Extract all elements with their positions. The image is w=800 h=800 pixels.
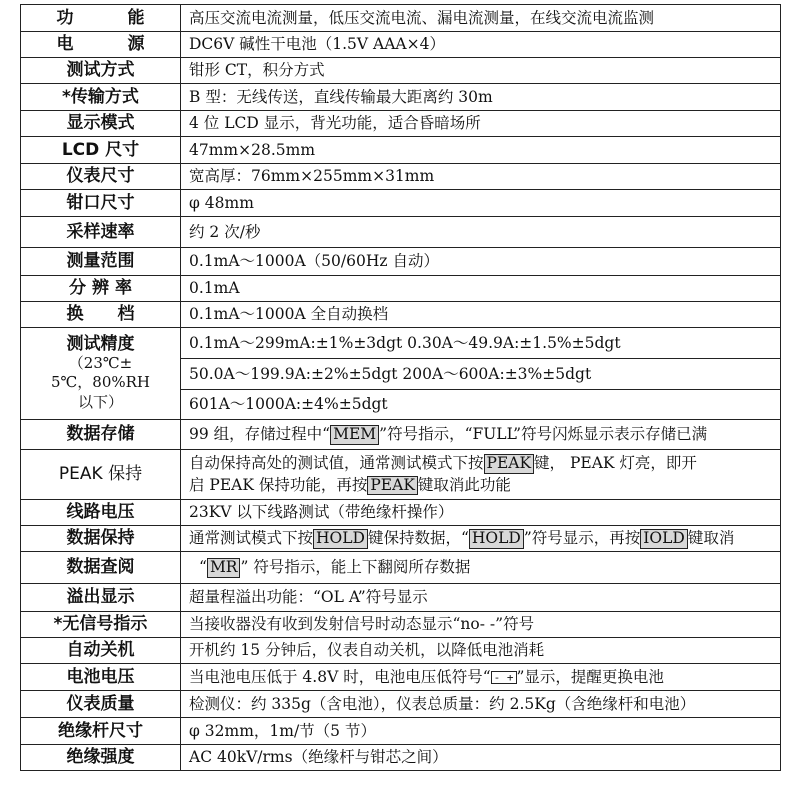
table-row bbox=[21, 58, 781, 84]
row-value: 高压交流电流测量，低压交流电流、漏电流测量，在线交流电流监测 bbox=[181, 5, 781, 32]
value-text: 键， PEAK 灯亮，即开 bbox=[534, 453, 697, 472]
row-label: *传输方式 bbox=[21, 84, 181, 111]
row-label: 分辨率 bbox=[21, 276, 181, 302]
row-value bbox=[181, 526, 781, 552]
table-row bbox=[21, 526, 781, 552]
value-text: 当电池电压低于 4.8V 时，电池电压低符号“ bbox=[189, 667, 491, 686]
battery-low-icon: - + bbox=[491, 671, 517, 684]
value-text: 自动保持高处的测试值，通常测试模式下按 bbox=[189, 453, 484, 472]
peak-key-symbol: PEAK bbox=[367, 476, 418, 496]
row-label: 自动关机 bbox=[21, 638, 181, 664]
table-row bbox=[21, 32, 781, 58]
row-value: 开机约 15 分钟后，仪表自动关机，以降低电池消耗 bbox=[181, 638, 781, 664]
row-value: AC 40kV/rms（绝缘杆与钳芯之间） bbox=[181, 745, 781, 771]
row-value: 钳形 CT，积分方式 bbox=[181, 58, 781, 84]
row-value: φ 32mm，1m/节（5 节） bbox=[181, 718, 781, 745]
value-text: ”显示，提醒更换电池 bbox=[516, 667, 664, 686]
row-label: 数据存储 bbox=[21, 420, 181, 450]
accuracy-condition: 以下） bbox=[77, 392, 123, 411]
table-row bbox=[21, 302, 781, 328]
table-row bbox=[21, 450, 781, 500]
value-text: 99 组，存储过程中“ bbox=[189, 425, 331, 444]
value-text: “ bbox=[199, 558, 207, 577]
row-label: 钳口尺寸 bbox=[21, 190, 181, 217]
accuracy-condition: 5℃，80%RH bbox=[50, 373, 151, 392]
row-label: 功 能 bbox=[21, 5, 181, 32]
table-row bbox=[21, 664, 781, 691]
value-text: 启 PEAK 保持功能，再按 bbox=[189, 475, 368, 494]
table-row bbox=[21, 137, 781, 164]
peak-key-symbol: PEAK bbox=[484, 454, 535, 474]
spec-table bbox=[20, 4, 781, 771]
table-row bbox=[21, 420, 781, 450]
value-text: 通常测试模式下按 bbox=[189, 529, 314, 548]
table-row bbox=[21, 552, 781, 584]
row-value: B 型：无线传送，直线传输最大距离约 30m bbox=[181, 84, 781, 111]
row-value: 0.1mA～1000A 全自动换档 bbox=[181, 302, 781, 328]
row-label: 线路电压 bbox=[21, 500, 181, 526]
row-value: 47mm×28.5mm bbox=[181, 137, 781, 164]
value-text: ”符号显示，再按 bbox=[523, 529, 641, 548]
mem-symbol: MEM bbox=[330, 425, 379, 445]
row-value: DC6V 碱性干电池（1.5V AAA×4） bbox=[181, 32, 781, 58]
row-label: 仪表尺寸 bbox=[21, 164, 181, 190]
mr-symbol: MR bbox=[207, 558, 241, 578]
row-value: 23KV 以下线路测试（带绝缘杆操作） bbox=[181, 500, 781, 526]
row-label: 测量范围 bbox=[21, 248, 181, 276]
row-label: 换档 bbox=[21, 302, 181, 328]
row-value: φ 48mm bbox=[181, 190, 781, 217]
row-label: 采样速率 bbox=[21, 217, 181, 248]
table-row bbox=[21, 5, 781, 32]
row-value bbox=[181, 552, 781, 584]
hold-symbol: HOLD bbox=[469, 529, 524, 549]
value-text: 键取消此功能 bbox=[417, 475, 511, 494]
row-label: 测试精度 bbox=[66, 333, 135, 354]
table-row bbox=[21, 500, 781, 526]
row-label: 绝缘强度 bbox=[21, 745, 181, 771]
row-label: 绝缘杆尺寸 bbox=[21, 718, 181, 745]
row-value bbox=[181, 450, 781, 500]
row-label: 溢出显示 bbox=[21, 584, 181, 612]
row-value: 当接收器没有收到发射信号时动态显示“no- -”符号 bbox=[181, 612, 781, 638]
table-row bbox=[21, 84, 781, 111]
hold-key-symbol: IOLD bbox=[640, 529, 688, 549]
row-label: 数据查阅 bbox=[21, 552, 181, 584]
row-label: 仪表质量 bbox=[21, 691, 181, 718]
table-row bbox=[21, 584, 781, 612]
row-value: 约 2 次/秒 bbox=[181, 217, 781, 248]
row-value: 4 位 LCD 显示，背光功能，适合昏暗场所 bbox=[181, 111, 781, 137]
row-value: 检测仪：约 335g（含电池），仪表总质量：约 2.5Kg（含绝缘杆和电池） bbox=[181, 691, 781, 718]
row-label: *无信号指示 bbox=[21, 612, 181, 638]
row-value: 超量程溢出功能：“OL A”符号显示 bbox=[181, 584, 781, 612]
row-value: 0.1mA～1000A（50/60Hz 自动） bbox=[181, 248, 781, 276]
row-label: 显示模式 bbox=[21, 111, 181, 137]
row-label: 电 源 bbox=[21, 32, 181, 58]
table-row bbox=[21, 217, 781, 248]
table-row bbox=[21, 691, 781, 718]
table-row bbox=[21, 111, 781, 137]
value-text: 键取消 bbox=[687, 529, 735, 548]
accuracy-line: 50.0A～199.9A:±2%±5dgt 200A～600A:±3%±5dgt bbox=[181, 359, 781, 390]
row-label: 数据保持 bbox=[21, 526, 181, 552]
value-text: ”符号指示，“FULL”符号闪烁显示表示存储已满 bbox=[379, 425, 708, 444]
accuracy-line: 601A～1000A:±4%±5dgt bbox=[181, 390, 781, 420]
row-label: 电池电压 bbox=[21, 664, 181, 691]
table-row bbox=[21, 638, 781, 664]
row-value bbox=[181, 420, 781, 450]
table-row bbox=[21, 718, 781, 745]
hold-key-symbol: HOLD bbox=[313, 529, 368, 549]
table-row bbox=[21, 276, 781, 302]
row-label: 测试方式 bbox=[21, 58, 181, 84]
accuracy-label-cell bbox=[21, 328, 181, 420]
row-value bbox=[181, 664, 781, 691]
table-row bbox=[21, 248, 781, 276]
table-row bbox=[21, 164, 781, 190]
value-text: 键保持数据，“ bbox=[367, 529, 469, 548]
table-row bbox=[21, 190, 781, 217]
accuracy-condition: （23℃± bbox=[68, 353, 133, 372]
row-value: 宽高厚：76mm×255mm×31mm bbox=[181, 164, 781, 190]
row-value: 0.1mA bbox=[181, 276, 781, 302]
table-row bbox=[21, 745, 781, 771]
table-row bbox=[21, 612, 781, 638]
table-row bbox=[21, 328, 781, 359]
row-label: PEAK 保持 bbox=[21, 450, 181, 500]
value-text: ” 符号指示，能上下翻阅所存数据 bbox=[240, 558, 471, 577]
accuracy-line: 0.1mA～299mA:±1%±3dgt 0.30A～49.9A:±1.5%±5dgt bbox=[181, 328, 781, 359]
row-label: LCD 尺寸 bbox=[21, 137, 181, 164]
